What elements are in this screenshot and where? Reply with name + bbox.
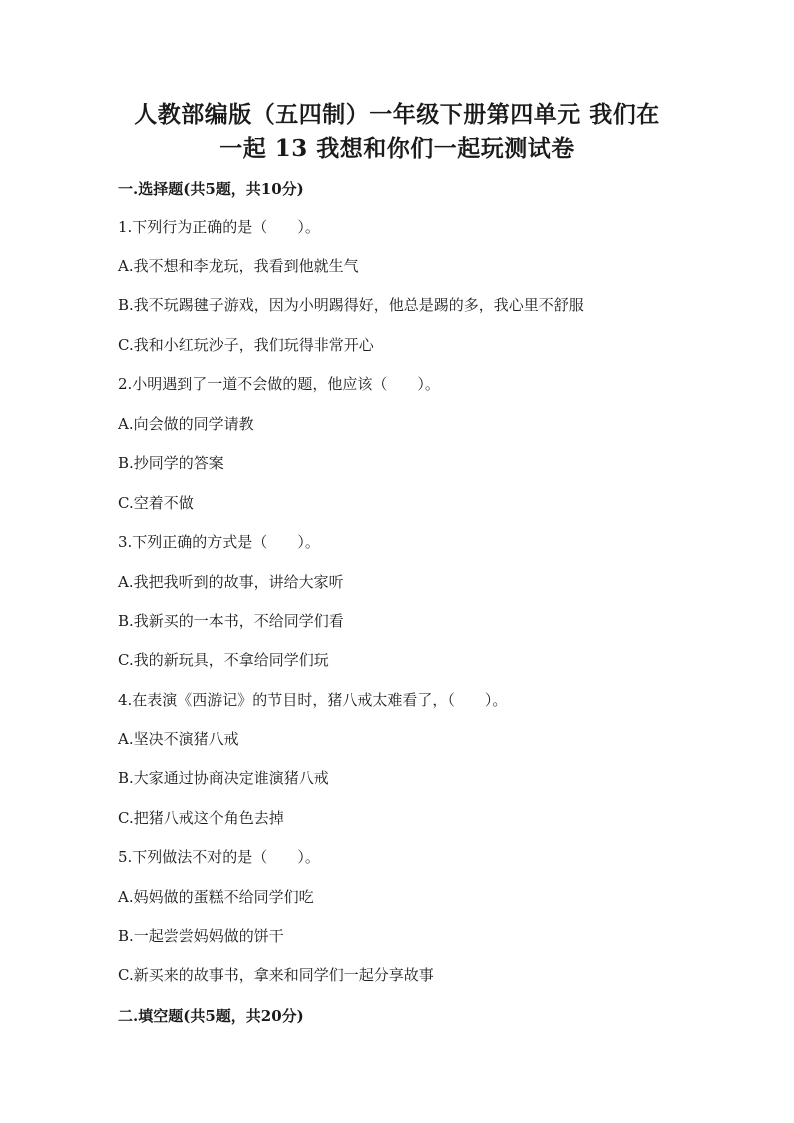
page-title-line-2: 一起 13 我想和你们一起玩测试卷 (219, 135, 575, 162)
question-2-option-b: B.抄同学的答案 (118, 454, 224, 472)
question-4-option-b: B.大家通过协商决定谁演猪八戒 (118, 769, 329, 787)
question-3-option-a: A.我把我听到的故事，讲给大家听 (118, 573, 344, 591)
question-5-stem: 5.下列做法不对的是（ ）。 (118, 848, 320, 866)
question-2-option-a: A.向会做的同学请教 (118, 415, 254, 433)
question-1-option-b: B.我不玩踢毽子游戏，因为小明踢得好，他总是踢的多，我心里不舒服 (118, 296, 584, 314)
question-4-option-a: A.坚决不演猪八戒 (118, 730, 239, 748)
question-1-stem: 1.下列行为正确的是（ ）。 (118, 218, 320, 236)
question-2-option-c: C.空着不做 (118, 494, 194, 512)
question-1-option-c: C.我和小红玩沙子，我们玩得非常开心 (118, 336, 374, 354)
question-4-stem: 4.在表演《西游记》的节目时，猪八戒太难看了，（ ）。 (118, 691, 508, 709)
question-3-option-c: C.我的新玩具，不拿给同学们玩 (118, 651, 329, 669)
question-1-option-a: A.我不想和李龙玩，我看到他就生气 (118, 257, 359, 275)
question-3-stem: 3.下列正确的方式是（ ）。 (118, 533, 320, 551)
question-5-option-a: A.妈妈做的蛋糕不给同学们吃 (118, 888, 314, 906)
question-3-option-b: B.我新买的一本书，不给同学们看 (118, 612, 344, 630)
question-5-option-c: C.新买来的故事书，拿来和同学们一起分享故事 (118, 966, 434, 984)
page-title-line-1: 人教部编版（五四制）一年级下册第四单元 我们在 (134, 101, 660, 128)
question-2-stem: 2.小明遇到了一道不会做的题，他应该（ ）。 (118, 375, 440, 393)
question-4-option-c: C.把猪八戒这个角色去掉 (118, 809, 284, 827)
question-5-option-b: B.一起尝尝妈妈做的饼干 (118, 927, 284, 945)
section-heading-choice: 一.选择题(共5题，共10分) (118, 180, 304, 198)
section-heading-fill-blank: 二.填空题(共5题，共20分) (118, 1007, 304, 1025)
